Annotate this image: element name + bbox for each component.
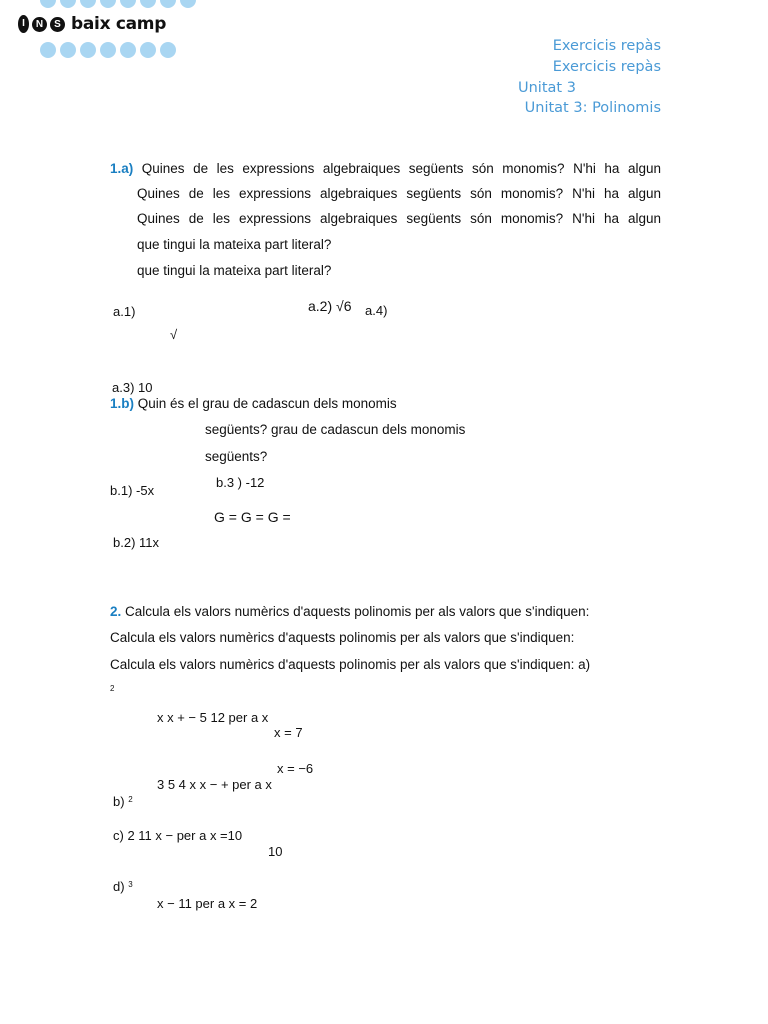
logo-dots-top bbox=[40, 0, 196, 8]
ex2-c-expression: c) 2 11 x − per a x =10 bbox=[113, 828, 243, 843]
ex2-text-1: Calcula els valors numèrics d'aquests polinomis per als valors que s'indiquen: bbox=[125, 604, 590, 619]
ex2-b-expression: 3 5 4 x x − + per a x bbox=[157, 777, 272, 792]
ex2-b-exponent: 2 bbox=[128, 795, 133, 804]
ex1b-text-1: Quin és el grau de cadascun dels monomis bbox=[137, 396, 397, 411]
header-line-4: Unitat 3: Polinomis bbox=[524, 100, 661, 116]
ex1a-line-1 bbox=[110, 161, 661, 176]
ex2-a-expression: x x + − 5 12 per a x bbox=[157, 710, 269, 725]
ex1a-line-5: que tingui la mateixa part literal? bbox=[137, 263, 332, 278]
logo-letter-s: S bbox=[50, 17, 65, 32]
ex2-line-2: Calcula els valors numèrics d'aquests polinomis per als valors que s'indiquen: bbox=[110, 630, 575, 645]
ex1b-line-3: següents? bbox=[205, 449, 268, 464]
ex1b-line-1 bbox=[110, 396, 397, 411]
root-symbol: √ bbox=[170, 327, 178, 342]
ex2-c-subvalue: 10 bbox=[268, 844, 283, 859]
item-a4: a.4) bbox=[365, 303, 388, 318]
item-b2: b.2) 11x bbox=[113, 535, 160, 550]
ex1b-number: 1.b) bbox=[110, 396, 135, 411]
ex2-b-value: x = −6 bbox=[277, 761, 314, 776]
ex2-b-label bbox=[113, 794, 133, 809]
logo-dots-bottom bbox=[40, 42, 176, 58]
degree-answers: G = G = G = bbox=[214, 509, 291, 525]
ex2-line-1 bbox=[110, 604, 589, 619]
item-b1: b.1) -5x bbox=[110, 483, 155, 498]
ex1a-text-1: Quines de les expressions algebraiques següents són monomis? N'hi ha algun bbox=[141, 161, 661, 176]
item-a3: a.3) 10 bbox=[112, 380, 153, 395]
item-a1: a.1) bbox=[113, 304, 136, 319]
header-line-3: Unitat 3 bbox=[518, 80, 576, 96]
ex2-line-3: Calcula els valors numèrics d'aquests polinomis per als valors que s'indiquen: a) bbox=[110, 657, 591, 672]
item-b3: b.3 ) -12 bbox=[216, 475, 265, 490]
ex1a-line-3: Quines de les expressions algebraiques següents són monomis? N'hi ha algun bbox=[137, 211, 661, 226]
ex2-d-letter: d) bbox=[113, 879, 125, 894]
ex2-b-letter: b) bbox=[113, 794, 125, 809]
ex1b-line-2: següents? grau de cadascun dels monomis bbox=[205, 422, 466, 437]
header-line-2: Exercicis repàs bbox=[552, 59, 661, 75]
ex1a-line-2: Quines de les expressions algebraiques següents són monomis? N'hi ha algun bbox=[137, 186, 661, 201]
logo-letter-i: I bbox=[18, 15, 29, 33]
item-a2: a.2) √6 bbox=[308, 298, 352, 314]
ex2-d-exponent: 3 bbox=[128, 880, 133, 889]
header-line-1: Exercicis repàs bbox=[552, 38, 661, 54]
logo-letter-n: N bbox=[32, 17, 47, 32]
ex2-d-label bbox=[113, 879, 133, 894]
ex1a-number: 1.a) bbox=[110, 161, 134, 176]
logo-text: baix camp bbox=[71, 14, 167, 34]
school-logo bbox=[18, 14, 166, 34]
ex2-d-expression: x − 11 per a x = 2 bbox=[157, 896, 258, 911]
ex1a-line-4: que tingui la mateixa part literal? bbox=[137, 237, 332, 252]
ex2-a-exponent: 2 bbox=[110, 684, 115, 693]
ex2-a-value: x = 7 bbox=[274, 725, 303, 740]
ex2-number: 2. bbox=[110, 604, 122, 619]
